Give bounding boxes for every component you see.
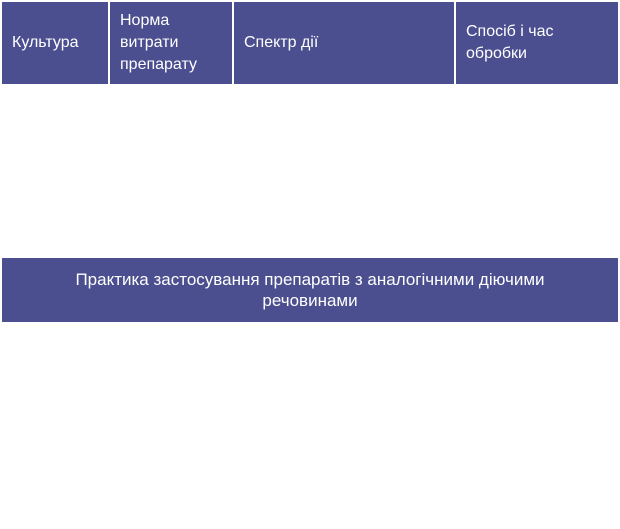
table-body-empty (2, 84, 618, 256)
header-application-rate (110, 2, 234, 84)
header-method-time-label: Спосіб і час обробки (466, 23, 554, 62)
section-title: Практика застосування препаратів з аналогічними діючими речовинами (75, 270, 545, 310)
section-body-empty (2, 324, 618, 524)
header-spectrum (234, 2, 456, 84)
header-spectrum-label: Спектр дії (244, 34, 319, 51)
header-culture (2, 2, 110, 84)
section-header-row (2, 258, 618, 322)
product-usage-table (2, 2, 618, 84)
header-culture-label: Культура (12, 34, 79, 51)
header-method-time (456, 2, 618, 84)
header-application-rate-label: Норма витрати препарату (120, 12, 197, 73)
table-header-row (2, 2, 618, 84)
